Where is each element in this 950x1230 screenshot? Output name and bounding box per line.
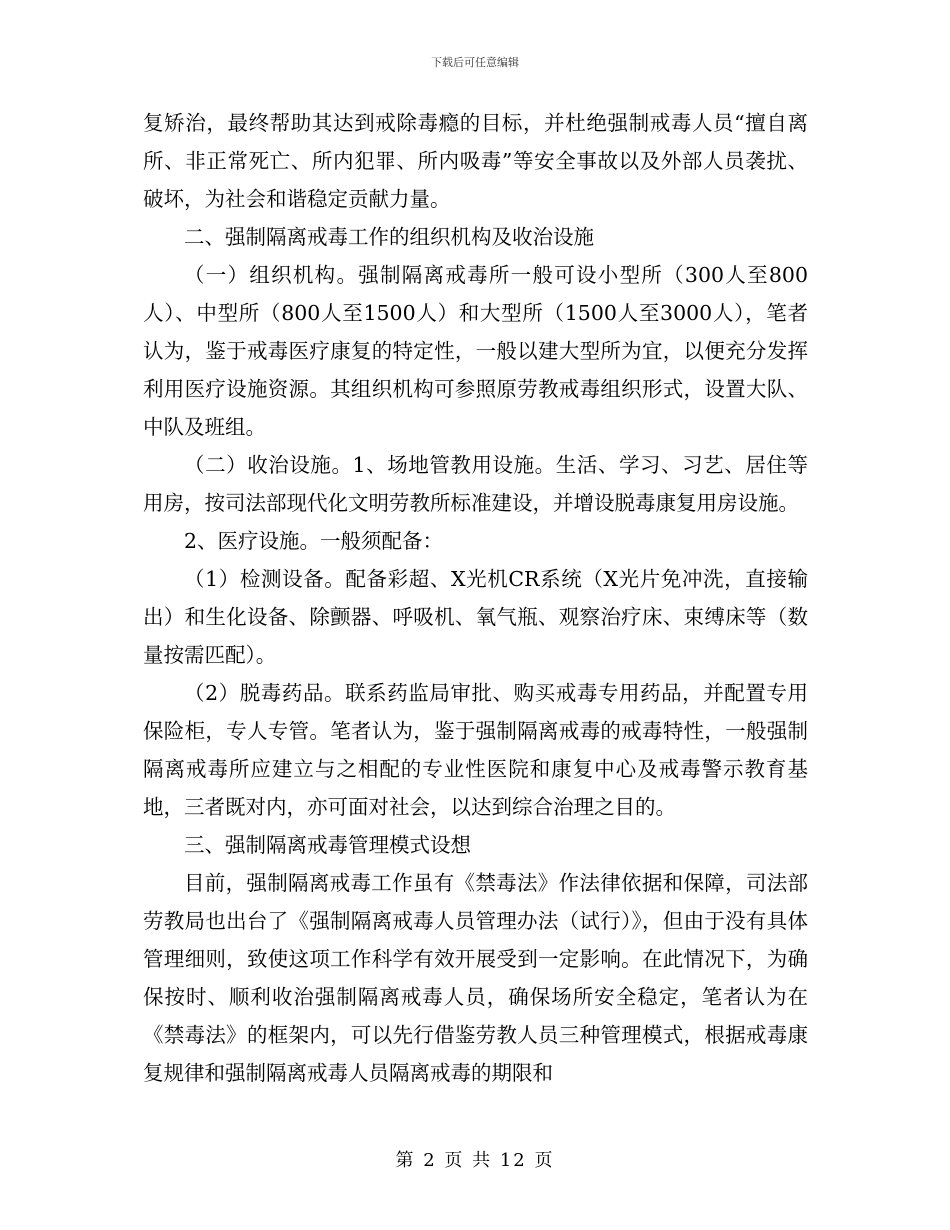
paragraph: （1）检测设备。配备彩超、X光机CR系统（X光片免冲洗，直接输出）和生化设备、除颤器、呼吸机、氧气瓶、观察治疗床、束缚床等（数量按需匹配）。 xyxy=(143,567,808,667)
paragraph: 复矫治，最终帮助其达到戒除毒瘾的目标，并杜绝强制戒毒人员“擅自离所、非正常死亡、所内犯罪、所内吸毒”等安全事故以及外部人员袭扰、破坏，为社会和谐稳定贡献力量。 xyxy=(143,111,808,211)
paragraph: 2、医疗设施。一般须配备： xyxy=(184,529,444,553)
paragraph: （二）收治设施。1、场地管教用设施。生活、学习、习艺、居住等用房，按司法部现代化文明劳教所标准建设，并增设脱毒康复用房设施。 xyxy=(143,453,808,515)
paragraph: （2）脱毒药品。联系药监局审批、购买戒毒专用药品，并配置专用保险柜，专人专管。笔者认为，鉴于强制隔离戒毒的戒毒特性，一般强制隔离戒毒所应建立与之相配的专业性医院和康复中心及戒毒警示教育基地，三者既对内，亦可面对社会，以达到综合治理之目的。 xyxy=(143,681,808,819)
page-header-note: 下载后可任意编辑 xyxy=(431,56,519,69)
document-body xyxy=(143,104,808,1092)
paragraph: 目前，强制隔离戒毒工作虽有《禁毒法》作法律依据和保障，司法部劳教局也出台了《强制隔离戒毒人员管理办法（试行）》，但由于没有具体管理细则，致使这项工作科学有效开展受到一定影响。在此情况下，为确保按时、顺利收治强制隔离戒毒人员，确保场所安全稳定，笔者认为在《禁毒法》的框架内，可以先行借鉴劳教人员三种管理模式，根据戒毒康复规律和强制隔离戒毒人员隔离戒毒的期限和 xyxy=(143,871,808,1085)
section-heading: 三、强制隔离戒毒管理模式设想 xyxy=(184,833,471,857)
section-heading: 二、强制隔离戒毒工作的组织机构及收治设施 xyxy=(184,225,594,249)
paragraph: （一）组织机构。强制隔离戒毒所一般可设小型所（300人至800人）、中型所（800人至1500人）和大型所（1500人至3000人），笔者认为，鉴于戒毒医疗康复的特定性，一般以建大型所为宜，以便充分发挥利用医疗设施资源。其组织机构可参照原劳教戒毒组织形式，设置大队、中队及班组。 xyxy=(143,263,808,439)
page-number: 第 2 页 共 12 页 xyxy=(395,1150,555,1171)
